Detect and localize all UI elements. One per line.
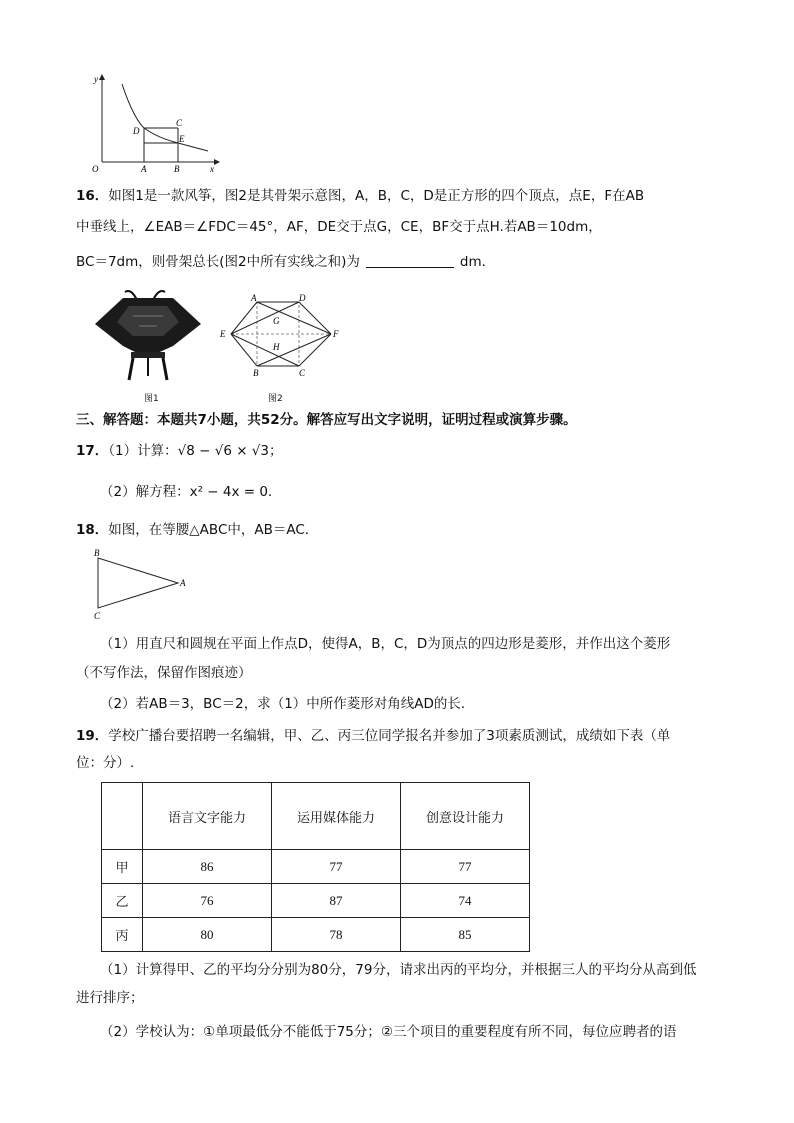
diagram-label-A: A xyxy=(251,293,257,303)
score-table xyxy=(101,782,530,952)
q17-line1 xyxy=(76,441,283,461)
table-cell-name: 丙 xyxy=(102,918,143,952)
table-row xyxy=(102,850,530,884)
label-O: O xyxy=(92,164,99,174)
table-cell: 80 xyxy=(143,918,272,952)
q19-part1-line2: 进行排序； xyxy=(76,990,144,1006)
fig1-caption: 图1 xyxy=(144,394,159,404)
q16-line2: 中垂线上，∠EAB＝∠FDC＝45°，AF，DE交于点G，CE，BF交于点H.若AB＝10dm， xyxy=(76,219,602,235)
table-header-cell: 运用媒体能力 xyxy=(272,783,401,850)
label-y: y xyxy=(94,74,98,84)
table-cell: 76 xyxy=(143,884,272,918)
diagram-label-C: C xyxy=(299,368,306,378)
q19-number: 19． xyxy=(76,728,109,744)
table-cell: 86 xyxy=(143,850,272,884)
q16-number: 16． xyxy=(76,188,109,204)
label-B: B xyxy=(174,164,180,174)
triangle-diagram xyxy=(88,546,192,622)
diagram-label-G: G xyxy=(273,316,280,326)
q18-number: 18． xyxy=(76,522,109,538)
answer-blank[interactable] xyxy=(366,253,454,268)
q18-part2: （2）若AB＝3，BC＝2，求（1）中所作菱形对角线AD的长． xyxy=(100,696,475,712)
table-header-cell: 创意设计能力 xyxy=(401,783,530,850)
q17-part2: （2）解方程：x² − 4x = 0． xyxy=(100,484,282,500)
q19-part2-line1: （2）学校认为：①单项最低分不能低于75分；②三个项目的重要程度有所不同，每位应聘者的语 xyxy=(100,1024,677,1040)
diagram-label-H: H xyxy=(273,342,280,352)
section3-heading: 三、解答题：本题共7小题，共52分。解答应写出文字说明，证明过程或演算步骤。 xyxy=(76,412,577,428)
diagram-label-E: E xyxy=(220,329,226,339)
table-row xyxy=(102,884,530,918)
q16-line3 xyxy=(76,252,495,272)
q19-intro-line2: 位：分）. xyxy=(76,755,135,771)
diagram-label-B: B xyxy=(253,368,259,378)
q19-part1-line1: （1）计算得甲、乙的平均分分别为80分，79分，请求出丙的平均分，并根据三人的平均分从高到低 xyxy=(100,962,697,978)
table-cell-name: 甲 xyxy=(102,850,143,884)
label-A: A xyxy=(141,164,147,174)
label-E: E xyxy=(179,134,185,144)
q18-part1-line1: （1）用直尺和圆规在平面上作点D，使得A，B，C，D为顶点的四边形是菱形，并作出这个菱形 xyxy=(100,636,671,652)
q16-text-line1: 如图1是一款风筝，图2是其骨架示意图，A，B，C，D是正方形的四个顶点，点E，F在AB xyxy=(108,188,645,204)
q17-number: 17． xyxy=(76,443,109,459)
table-cell: 85 xyxy=(401,918,530,952)
q16-text-line3-post: dm． xyxy=(459,254,496,270)
table-cell: 77 xyxy=(401,850,530,884)
triangle-label-A: A xyxy=(180,578,186,588)
table-row xyxy=(102,918,530,952)
kite-skeleton-diagram xyxy=(213,292,353,380)
fig2-caption: 图2 xyxy=(268,394,283,404)
table-cell: 78 xyxy=(272,918,401,952)
diagram-label-D: D xyxy=(299,293,306,303)
q18-part1-line2: （不写作法，保留作图痕迹） xyxy=(76,665,252,681)
triangle-label-C: C xyxy=(94,611,101,621)
kite-photo xyxy=(93,286,203,386)
table-cell: 74 xyxy=(401,884,530,918)
graph-figure xyxy=(88,72,223,177)
table-cell-name: 乙 xyxy=(102,884,143,918)
diagram-label-F: F xyxy=(333,329,339,339)
label-x: x xyxy=(210,164,214,174)
q16-text-line3-pre: BC＝7dm，则骨架总长(图2中所有实线之和)为 xyxy=(76,254,360,270)
table-header-cell: 语言文字能力 xyxy=(143,783,272,850)
label-C: C xyxy=(176,118,183,128)
table-header-row xyxy=(102,783,530,850)
label-D: D xyxy=(133,126,140,136)
q16-line1 xyxy=(76,186,644,206)
q17-part1: （1）计算：√8 − √6 × √3； xyxy=(108,443,283,459)
table-header-cell xyxy=(102,783,143,850)
q18-intro: 如图，在等腰△ABC中，AB＝AC． xyxy=(108,522,319,538)
q18-line1 xyxy=(76,520,318,540)
table-cell: 87 xyxy=(272,884,401,918)
q19-intro-line1: 学校广播台要招聘一名编辑，甲、乙、丙三位同学报名并参加了3项素质测试，成绩如下表（单 xyxy=(108,728,671,744)
table-cell: 77 xyxy=(272,850,401,884)
q19-line1 xyxy=(76,726,670,746)
triangle-label-B: B xyxy=(94,548,100,558)
